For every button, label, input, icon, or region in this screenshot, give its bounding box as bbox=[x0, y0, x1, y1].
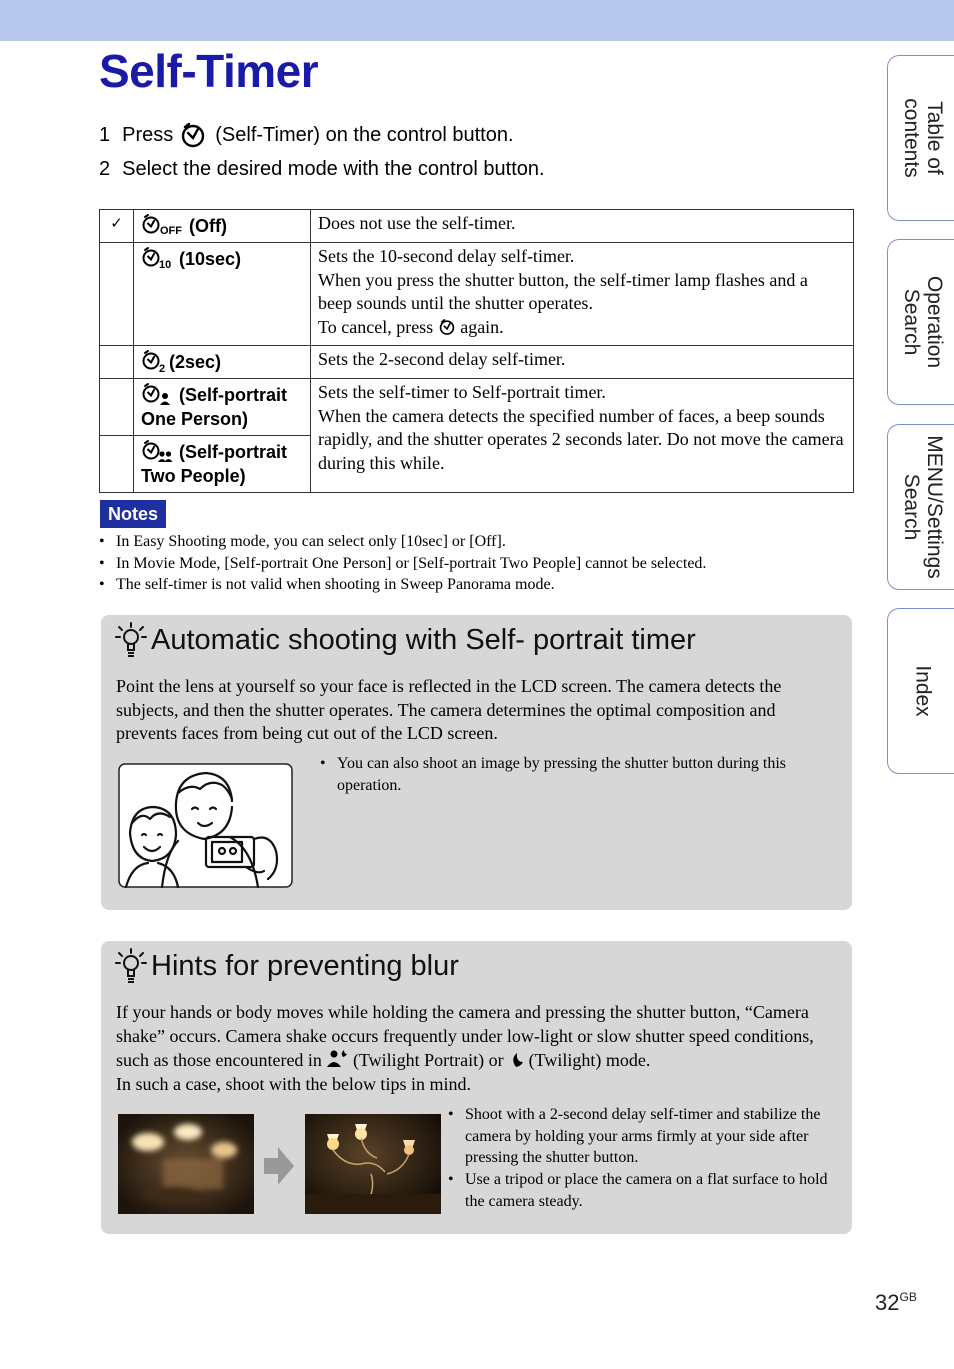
tab-label: Search bbox=[899, 473, 923, 541]
step-number: 1 bbox=[99, 123, 111, 146]
mode-cell bbox=[134, 436, 311, 493]
list-item: • The self-timer is not valid when shooting in Sweep Panorama mode. bbox=[99, 574, 859, 596]
mode-label: (Off) bbox=[189, 216, 227, 236]
mode-cell bbox=[134, 379, 311, 436]
description-line: Sets the 2-second delay self-timer. bbox=[318, 349, 566, 369]
description-line: Sets the 10-second delay self-timer. bbox=[318, 246, 575, 266]
mode-cell bbox=[134, 243, 311, 346]
svg-text:OFF: OFF bbox=[160, 225, 182, 237]
self-timer-2sec-icon bbox=[141, 349, 167, 373]
tab-label: Table of bbox=[922, 101, 946, 175]
tab-operation-search[interactable] bbox=[887, 239, 954, 405]
self-portrait-one-icon bbox=[141, 382, 173, 406]
lightbulb-hint-icon bbox=[115, 621, 149, 659]
list-item: • In Easy Shooting mode, you can select only [10sec] or [Off]. bbox=[99, 531, 859, 553]
mode-label: (10sec) bbox=[179, 249, 242, 269]
tab-label: contents bbox=[899, 98, 923, 178]
hint2-bullets bbox=[448, 1104, 838, 1213]
description-line: Does not use the self-timer. bbox=[318, 213, 516, 233]
self-portrait-two-icon bbox=[141, 439, 173, 463]
tab-label: Index bbox=[911, 665, 934, 717]
table-row bbox=[100, 243, 854, 346]
tab-table-of-contents[interactable] bbox=[887, 55, 954, 221]
panel-body: Point the lens at yourself so your face is reflected in the LCD screen. The camera detects the subjects, and then the shutter operates. The camera determines the optimal composition and prevents faces from being cut out of the LCD screen. bbox=[116, 676, 782, 743]
self-timer-off-icon bbox=[141, 213, 183, 237]
mode-cell bbox=[134, 210, 311, 243]
description-line: When the camera detects the specified number of faces, a beep sounds rapidly, and the shutter operates 2 seconds later. Do not move the camera during this while. bbox=[318, 405, 844, 473]
twilight-portrait-icon bbox=[326, 1048, 348, 1068]
step-number: 2 bbox=[99, 158, 111, 180]
step-text: Select the desired mode with the control button. bbox=[122, 158, 545, 180]
mode-label: Two People) bbox=[141, 466, 246, 486]
arrow-right-icon bbox=[262, 1144, 296, 1188]
page-number: $32^{GB}$ bbox=[875, 1290, 917, 1315]
table-row bbox=[100, 210, 854, 243]
hint-panel-self-portrait bbox=[101, 615, 852, 910]
hint-panel-blur bbox=[101, 941, 852, 1234]
self-timer-10sec-icon bbox=[141, 246, 173, 270]
panel-title-text: Hints for preventing blur bbox=[151, 949, 459, 982]
self-timer-mode-table bbox=[99, 209, 854, 493]
panel-title bbox=[115, 947, 459, 985]
step-2 bbox=[99, 158, 545, 181]
tab-menu-settings-search[interactable] bbox=[887, 424, 954, 590]
tab-label: Operation bbox=[922, 275, 946, 369]
step-text: (Self-Timer) on the control button. bbox=[215, 123, 514, 146]
notes-list bbox=[99, 531, 859, 596]
self-timer-icon bbox=[438, 318, 456, 336]
description-line: Sets the self-timer to Self-portrait timer. bbox=[318, 382, 606, 402]
self-portrait-illustration bbox=[118, 763, 293, 888]
default-check-cell bbox=[100, 210, 134, 243]
step-1 bbox=[99, 121, 514, 149]
mode-label: (2sec) bbox=[169, 352, 222, 372]
list-item: • You can also shoot an image by pressing the shutter button during this operation. bbox=[320, 753, 835, 796]
panel-body: If your hands or body moves while holding the camera and pressing the shutter button, “Camera shake” occurs. Camera shake occurs frequently under low-light or slow shutter speed conditions, such as those encountered in (Twilight Portrait) or (Twilight) mode. In such a case, shoot with the below tips in mind. bbox=[116, 1002, 814, 1094]
hint1-bullets bbox=[320, 753, 835, 796]
check-icon: ✓ bbox=[110, 214, 123, 232]
table-row bbox=[100, 346, 854, 379]
blurred-photo-example bbox=[118, 1114, 254, 1214]
tab-index[interactable] bbox=[887, 608, 954, 774]
svg-text:2: 2 bbox=[159, 363, 166, 373]
list-item: • In Movie Mode, [Self-portrait One Person] or [Self-portrait Two People] cannot be selected. bbox=[99, 553, 859, 575]
mode-cell bbox=[134, 346, 311, 379]
mode-label: (Self-portrait bbox=[179, 385, 287, 405]
self-timer-icon bbox=[179, 121, 207, 149]
tab-label: Search bbox=[899, 288, 923, 356]
description-cell bbox=[311, 346, 854, 379]
twilight-moon-icon bbox=[508, 1051, 524, 1069]
notes-badge: Notes bbox=[100, 500, 166, 528]
sharp-photo-example bbox=[305, 1114, 441, 1214]
description-cell bbox=[311, 379, 854, 493]
lightbulb-hint-icon bbox=[115, 947, 149, 985]
description-cell bbox=[311, 210, 854, 243]
mode-label: (Self-portrait bbox=[179, 442, 287, 462]
svg-text:10: 10 bbox=[159, 259, 172, 270]
table-row bbox=[100, 379, 854, 436]
description-line: When you press the shutter button, the self-timer lamp flashes and a beep sounds until the shutter operates. bbox=[318, 269, 808, 313]
mode-label: One Person) bbox=[141, 409, 249, 429]
page-title: Self-Timer bbox=[99, 45, 319, 97]
list-item: • Use a tripod or place the camera on a flat surface to hold the camera steady. bbox=[448, 1169, 838, 1212]
description-line: To cancel, press again. bbox=[318, 316, 504, 337]
description-cell bbox=[311, 243, 854, 346]
panel-title bbox=[115, 621, 696, 659]
panel-title-text: Automatic shooting with Self- portrait timer bbox=[151, 623, 696, 656]
tab-label: MENU/Settings bbox=[922, 435, 946, 579]
header-band bbox=[0, 0, 954, 41]
step-text: Press bbox=[122, 123, 174, 146]
list-item: • Shoot with a 2-second delay self-timer and stabilize the camera by holding your arms firmly at your side after pressing the shutter button. bbox=[448, 1104, 838, 1169]
